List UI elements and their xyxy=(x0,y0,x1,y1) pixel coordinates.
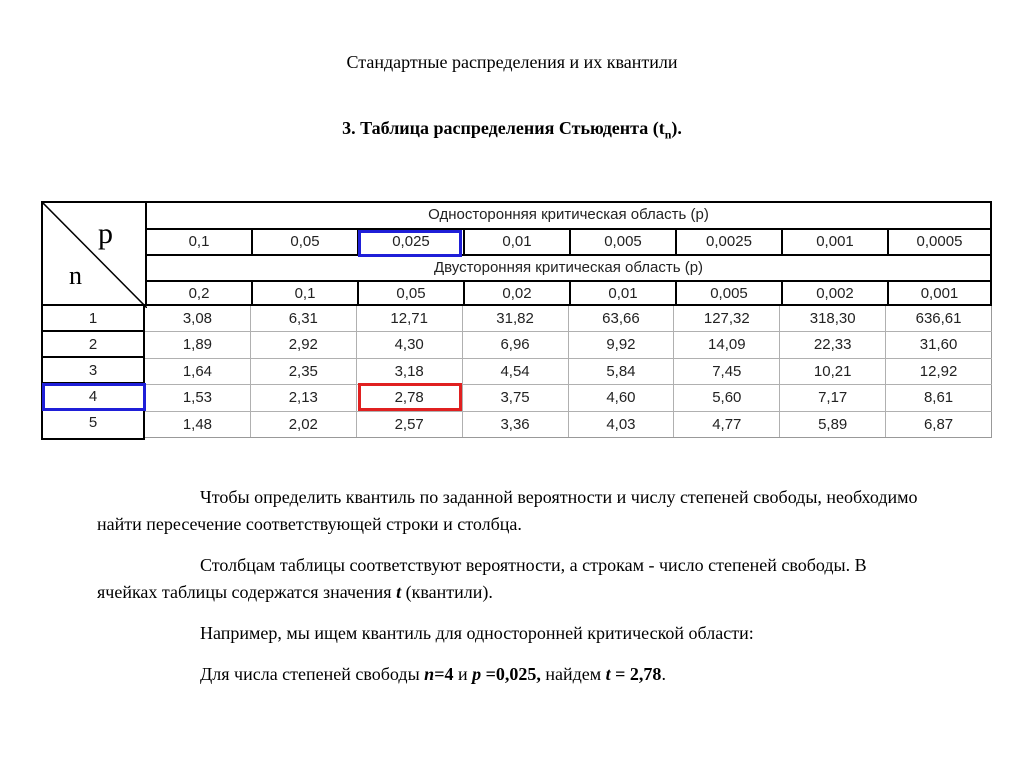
paragraph-3-text: Например, мы ищем квантиль для односторонней критической области: xyxy=(200,623,754,643)
quantile-cell: 6,31 xyxy=(251,306,357,331)
quantile-cell: 14,09 xyxy=(674,332,780,357)
highlight-n-4 xyxy=(42,383,146,411)
two-sided-label: Двусторонняя критическая область (р) xyxy=(433,259,704,276)
two-sided-p-cell: 0,01 xyxy=(571,282,677,306)
quantile-cell: 8,61 xyxy=(886,385,992,410)
n-cell: 1 xyxy=(43,306,143,332)
quantile-cell: 6,87 xyxy=(886,412,992,437)
p4-n: n xyxy=(424,664,435,684)
quantile-cell: 31,82 xyxy=(463,306,569,331)
quantile-cell: 1,53 xyxy=(145,385,251,410)
slide-title: Стандартные распределения и их квантили xyxy=(346,52,678,72)
quantile-cell: 2,78 xyxy=(357,385,463,410)
corner-n-label: n xyxy=(69,261,82,290)
p4-p: p xyxy=(472,664,482,684)
p4-n-value: =4 xyxy=(434,664,454,684)
corner-p-label: p xyxy=(98,217,113,250)
quantile-cell: 4,30 xyxy=(357,332,463,357)
quantile-cell: 2,92 xyxy=(251,332,357,357)
quantile-cell: 63,66 xyxy=(569,306,675,331)
two-sided-p-cell: 0,1 xyxy=(253,282,359,306)
quantile-cell: 12,71 xyxy=(357,306,463,331)
highlight-p-0025 xyxy=(358,230,462,257)
quantile-cell: 1,64 xyxy=(145,359,251,384)
quantile-cell: 5,84 xyxy=(569,359,675,384)
heading-tail: ). xyxy=(671,118,682,138)
paragraph-2-text: Столбцам таблицы соответствуют вероятности, а строкам - число степеней свободы. В ячейках таблицы содержатся значения xyxy=(97,555,867,602)
quantile-cell: 3,18 xyxy=(357,359,463,384)
paragraph-1 xyxy=(97,484,927,538)
n-cell: 3 xyxy=(43,358,143,384)
one-sided-p-cell: 0,05 xyxy=(253,230,359,254)
table-header xyxy=(145,201,992,306)
student-t-table xyxy=(41,201,992,440)
paragraph-4 xyxy=(97,661,927,688)
one-sided-p-cell: 0,0025 xyxy=(677,230,783,254)
two-sided-p-cell: 0,005 xyxy=(677,282,783,306)
highlight-t-278 xyxy=(358,383,462,411)
p4-and: и xyxy=(453,664,473,684)
quantile-cell: 2,02 xyxy=(251,412,357,437)
one-sided-p-cell: 0,025 xyxy=(359,230,465,254)
one-sided-p-cell: 0,001 xyxy=(783,230,889,254)
two-sided-p-cell: 0,02 xyxy=(465,282,571,306)
paragraph-3 xyxy=(97,620,927,647)
quantile-cell: 1,48 xyxy=(145,412,251,437)
two-sided-p-cell: 0,002 xyxy=(783,282,889,306)
n-cell: 2 xyxy=(43,332,143,358)
quantile-cell: 6,96 xyxy=(463,332,569,357)
quantile-cell: 4,77 xyxy=(674,412,780,437)
quantile-cell: 12,92 xyxy=(886,359,992,384)
paragraph-2-tail: (квантили). xyxy=(401,582,493,602)
table-row xyxy=(145,412,992,438)
quantile-cell: 3,75 xyxy=(463,385,569,410)
quantile-cell: 3,36 xyxy=(463,412,569,437)
quantile-cell: 4,60 xyxy=(569,385,675,410)
quantile-cell: 2,35 xyxy=(251,359,357,384)
quantile-cell: 22,33 xyxy=(780,332,886,357)
table-heading xyxy=(0,118,1024,143)
quantile-cell: 9,92 xyxy=(569,332,675,357)
p4-p-value: =0,025, xyxy=(481,664,541,684)
two-sided-p-cell: 0,05 xyxy=(359,282,465,306)
n-cell: 4 xyxy=(43,384,143,410)
one-sided-p-cell: 0,01 xyxy=(465,230,571,254)
paragraph-1-text: Чтобы определить квантиль по заданной вероятности и числу степеней свободы, необходимо найти пересечение соответствующей строки и столбца. xyxy=(97,487,918,534)
one-sided-p-cell: 0,0005 xyxy=(916,233,963,250)
one-sided-p-cell: 0,005 xyxy=(571,230,677,254)
quantile-cell: 10,21 xyxy=(780,359,886,384)
quantile-cell: 318,30 xyxy=(780,306,886,331)
quantile-cell: 2,13 xyxy=(251,385,357,410)
quantile-cell: 7,45 xyxy=(674,359,780,384)
p4-end: . xyxy=(661,664,666,684)
quantile-cell: 636,61 xyxy=(886,306,992,331)
two-sided-p-cell: 0,2 xyxy=(147,282,253,306)
paragraph-2 xyxy=(97,552,927,606)
quantile-cell: 5,60 xyxy=(674,385,780,410)
quantile-cell: 127,32 xyxy=(674,306,780,331)
p4-t: t xyxy=(605,664,611,684)
one-sided-row xyxy=(147,230,990,254)
quantile-cell: 31,60 xyxy=(886,332,992,357)
quantile-cell: 3,08 xyxy=(145,306,251,331)
p4-find: найдем xyxy=(540,664,606,684)
one-sided-label: Односторонняя критическая область (р) xyxy=(428,206,709,223)
p4-t-value: = 2,78 xyxy=(610,664,662,684)
table-body xyxy=(145,306,992,438)
table-corner-cell xyxy=(41,201,145,306)
quantile-cell: 1,89 xyxy=(145,332,251,357)
table-row xyxy=(145,306,992,332)
one-sided-p-cell: 0,1 xyxy=(147,230,253,254)
quantile-cell: 5,89 xyxy=(780,412,886,437)
table-row xyxy=(145,332,992,358)
two-sided-row xyxy=(147,282,990,306)
two-sided-p-cell: 0,001 xyxy=(920,285,959,302)
quantile-cell: 4,54 xyxy=(463,359,569,384)
corner-diagonal xyxy=(43,203,147,308)
heading-text: 3. Таблица распределения Стьюдента (t xyxy=(342,118,665,138)
table-row xyxy=(145,359,992,385)
heading-subscript: n xyxy=(664,127,672,142)
degrees-of-freedom-column xyxy=(41,306,145,440)
quantile-cell: 2,57 xyxy=(357,412,463,437)
quantile-cell: 7,17 xyxy=(780,385,886,410)
table-row xyxy=(145,385,992,411)
paragraph-2-t: t xyxy=(396,582,402,602)
quantile-cell: 4,03 xyxy=(569,412,675,437)
p4-text: Для числа степеней свободы xyxy=(200,664,425,684)
n-cell: 5 xyxy=(88,414,98,431)
